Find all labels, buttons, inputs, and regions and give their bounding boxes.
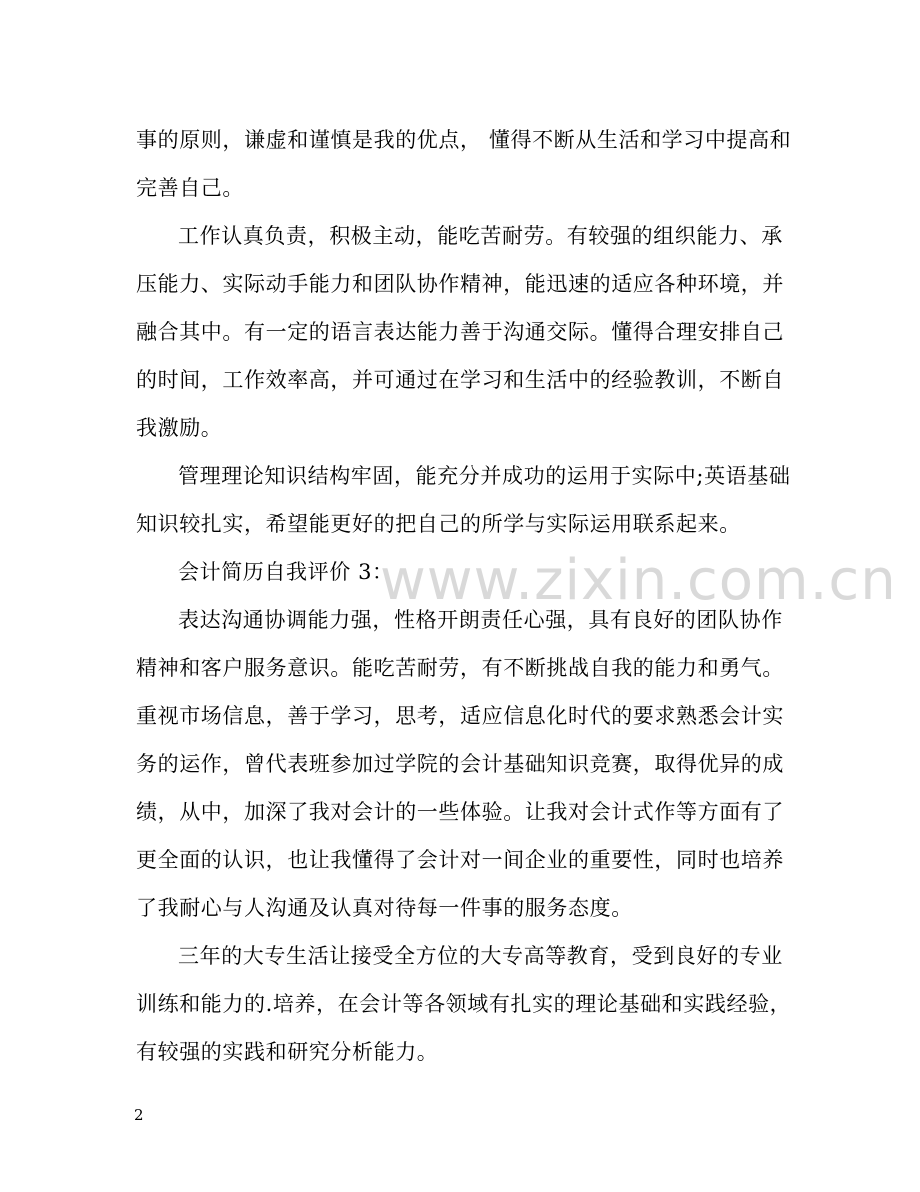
- text-line: 融合其中。有一定的语言表达能力善于沟通交际。懂得合理安排自己: [136, 320, 784, 344]
- text-line: 有较强的实践和研究分析能力。: [136, 1040, 439, 1064]
- text-line: 会计简历自我评价 3：: [178, 560, 394, 584]
- text-line: 重视市场信息，善于学习，思考，适应信息化时代的要求熟悉会计实: [136, 704, 784, 728]
- text-line: 压能力、实际动手能力和团队协作精神，能迅速的适应各种环境，并: [136, 272, 784, 296]
- text-line: 了我耐心与人沟通及认真对待每一件事的服务态度。: [136, 896, 633, 920]
- text-line: 知识较扎实，希望能更好的把自己的所学与实际运用联系起来。: [136, 512, 741, 536]
- text-line: 管理理论知识结构牢固，能充分并成功的运用于实际中;英语基础: [178, 464, 791, 488]
- text-line: 绩，从中，加深了我对会计的一些体验。让我对会计式作等方面有了: [136, 800, 784, 824]
- text-line: 工作认真负责，积极主动，能吃苦耐劳。有较强的组织能力、承: [178, 224, 783, 248]
- text-line: 三年的大专生活让接受全方位的大专高等教育，受到良好的专业: [178, 944, 783, 968]
- text-line: 事的原则，谦虚和谨慎是我的优点， 懂得不断从生活和学习中提高和: [136, 128, 792, 152]
- watermark: www.zixin.com.cn: [380, 548, 897, 613]
- text-line: 完善自己。: [136, 176, 244, 200]
- text-line: 表达沟通协调能力强，性格开朗责任心强，具有良好的团队协作: [178, 608, 783, 632]
- text-line: 我激励。: [136, 416, 223, 440]
- page-number: 2: [134, 1106, 144, 1124]
- text-line: 精神和客户服务意识。能吃苦耐劳，有不断挑战自我的能力和勇气。: [136, 656, 784, 680]
- text-line: 训练和能力的.培养，在会计等各领域有扎实的理论基础和实践经验，: [136, 992, 792, 1016]
- text-line: 的时间，工作效率高，并可通过在学习和生活中的经验教训，不断自: [136, 368, 784, 392]
- body-text: [136, 116, 796, 1076]
- text-line: 务的运作，曾代表班参加过学院的会计基础知识竞赛，取得优异的成: [136, 752, 784, 776]
- text-line: 更全面的认识，也让我懂得了会计对一间企业的重要性，同时也培养: [136, 848, 784, 872]
